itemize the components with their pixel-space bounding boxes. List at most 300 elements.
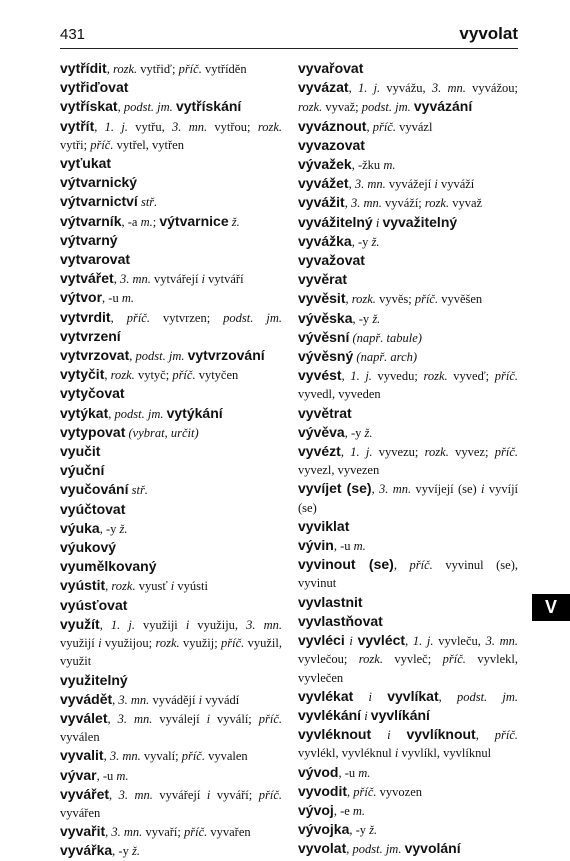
entry-headword: vyúsťovat: [60, 596, 128, 613]
dictionary-entry: [60, 365, 282, 384]
entry-headword: výtvarnický: [60, 174, 138, 191]
entry-text: , -u: [96, 768, 117, 783]
entry-text: vyvinul (se), vyvinut: [298, 558, 518, 591]
entry-text: využiji: [134, 617, 186, 632]
entry-headword: vytýkat: [60, 404, 109, 421]
entry-headword: využitelný: [60, 671, 128, 688]
entry-text: ,: [108, 406, 115, 421]
entry-text: vytváří: [205, 272, 244, 287]
grammar-label: 3. mn.: [431, 81, 466, 96]
derived-form: vytvrzování: [187, 347, 265, 364]
grammar-label: rozk.: [424, 196, 450, 211]
entry-text: vyvěšen: [438, 292, 483, 307]
thumb-index-tab: V: [532, 594, 570, 621]
entry-headword: vyváznout: [298, 117, 367, 134]
grammar-label: 3. mn.: [350, 196, 382, 211]
entry-headword: vývojka: [298, 821, 350, 838]
dictionary-entry: [298, 687, 518, 725]
entry-headword: vyvlékat: [298, 687, 354, 704]
entry-text: vytři;: [60, 137, 91, 152]
entry-headword: výtvarný: [60, 231, 118, 248]
entry-headword: vytvrdit: [60, 308, 111, 325]
dictionary-entry: [298, 631, 518, 687]
grammar-label: příč.: [353, 784, 377, 799]
entry-text: vyvádí: [202, 692, 240, 707]
entry-text: vyvezu;: [372, 445, 425, 460]
entry-headword: vyvařovat: [298, 60, 364, 76]
entry-text: vyvleču,: [433, 634, 486, 649]
grammar-label: (např. arch): [356, 350, 418, 365]
entry-headword: výuka: [60, 519, 100, 536]
entry-text: vyvádějí: [149, 692, 199, 707]
grammar-label: 3. mn.: [246, 617, 283, 632]
entry-headword: vyvážet: [298, 175, 349, 192]
entry-text: využiju,: [189, 617, 247, 632]
entry-text: ,: [438, 689, 457, 704]
entry-text: využijou;: [101, 636, 156, 651]
grammar-label: m.: [353, 539, 366, 554]
entry-text: vytyč;: [134, 368, 173, 383]
entry-headword: vyučování: [60, 481, 129, 498]
dictionary-entry: [298, 725, 518, 762]
grammar-label: příč.: [442, 652, 466, 667]
grammar-label: podst. jm.: [352, 842, 402, 857]
entry-text: ,: [117, 100, 124, 115]
dictionary-entry: [298, 593, 518, 612]
grammar-label: 3. mn.: [118, 787, 153, 802]
grammar-label: rozk.: [298, 100, 323, 115]
dictionary-entry: [60, 423, 282, 442]
dictionary-entry: [298, 404, 518, 423]
entry-headword: vyvlastnit: [298, 593, 363, 610]
entry-headword: vývěsný: [298, 348, 354, 365]
left-column: [60, 59, 282, 861]
entry-headword: výtvor: [60, 289, 103, 306]
grammar-label: příč.: [372, 119, 396, 134]
entry-headword: vyvařit: [60, 823, 106, 840]
entry-text: , -y: [349, 823, 370, 838]
grammar-label: ž.: [369, 823, 378, 838]
grammar-label: ž.: [131, 844, 140, 859]
grammar-label: i: [206, 787, 211, 802]
entry-text: ,: [110, 310, 127, 325]
grammar-label: ž.: [371, 234, 380, 249]
grammar-label: m.: [358, 765, 371, 780]
entry-text: ,: [129, 349, 136, 364]
entry-headword: vývěsní: [298, 328, 350, 345]
entry-text: , -y: [344, 425, 365, 440]
grammar-label: příč.: [409, 558, 433, 573]
dictionary-entry: [298, 536, 518, 555]
grammar-label: i: [394, 746, 399, 761]
entry-text: ,: [348, 177, 355, 192]
entry-headword: vyvářka: [60, 842, 113, 859]
entry-text: ,: [113, 272, 120, 287]
entry-text: vyváří;: [210, 787, 259, 802]
grammar-label: 3. mn.: [117, 711, 153, 726]
dictionary-entry: [298, 479, 518, 516]
entry-headword: vytřídit: [60, 60, 107, 76]
entry-text: vyválí;: [210, 711, 259, 726]
entry-text: vyvázl: [395, 119, 433, 134]
entry-text: vyvez;: [448, 445, 495, 460]
grammar-label: 1. j.: [350, 369, 372, 384]
dictionary-entry: [298, 59, 518, 78]
dictionary-entry: [298, 117, 518, 136]
dictionary-entry: [298, 612, 518, 631]
grammar-label: 3. mn.: [109, 749, 141, 764]
entry-text: vyvaří;: [142, 825, 184, 840]
grammar-label: příč.: [181, 749, 205, 764]
derived-form: vyvázání: [413, 98, 473, 115]
derived-form: vytýkání: [166, 404, 223, 421]
entry-headword: vyvážka: [298, 232, 352, 249]
grammar-label: rozk.: [111, 579, 136, 594]
entry-text: ,: [346, 842, 353, 857]
entry-text: [371, 728, 387, 742]
grammar-label: podst. jm.: [223, 310, 283, 325]
entry-headword: vyvěsit: [298, 290, 346, 307]
entry-text: vyváží: [437, 177, 475, 192]
entry-text: ,: [109, 787, 119, 802]
entry-headword: vyúčtovat: [60, 500, 126, 517]
entry-text: , -a: [121, 214, 141, 229]
entry-headword: vytřiďovat: [60, 79, 129, 96]
grammar-label: 1. j.: [350, 445, 373, 460]
dictionary-entry: [298, 839, 518, 858]
entry-headword: vyumělkovaný: [60, 558, 157, 575]
entry-headword: vytvrzovat: [60, 347, 130, 364]
entry-text: vyvaž;: [322, 100, 362, 115]
entry-headword: výukový: [60, 539, 117, 556]
grammar-label: rozk.: [424, 445, 449, 460]
grammar-label: 3. mn.: [379, 482, 412, 497]
grammar-label: m.: [121, 291, 134, 306]
dictionary-entry: [60, 596, 282, 615]
dictionary-entry: [60, 442, 282, 461]
dictionary-entry: [60, 192, 282, 211]
entry-headword: vývěva: [298, 423, 345, 440]
dictionary-entry: [60, 78, 282, 97]
grammar-label: (např. tabule): [352, 330, 422, 345]
entry-text: vytvářejí: [150, 272, 202, 287]
entry-headword: vývěska: [298, 309, 353, 326]
entry-text: , -y: [99, 521, 120, 536]
dictionary-entry: [60, 671, 282, 690]
derived-form: vyvolání: [404, 840, 461, 857]
grammar-label: ž.: [364, 425, 373, 440]
grammar-label: příč.: [258, 711, 283, 726]
entry-text: vyusť: [135, 579, 171, 594]
dictionary-entry: [60, 766, 282, 785]
entry-headword: vyválet: [60, 709, 108, 726]
dictionary-entry: [60, 709, 282, 746]
dictionary-entry: [60, 690, 282, 709]
entry-text: vyvářen: [60, 805, 101, 820]
entry-headword: využít: [60, 615, 100, 632]
entry-text: vyústi: [174, 579, 208, 594]
entry-text: ,: [371, 482, 380, 497]
entry-text: vyvalen: [204, 749, 248, 764]
dictionary-entry: [60, 557, 282, 576]
entry-text: vyvíjejí (se): [411, 482, 482, 497]
entry-headword: vyvézt: [298, 443, 341, 460]
grammar-label: 3. mn.: [485, 634, 519, 649]
entry-headword: vytyčovat: [60, 385, 125, 402]
entry-text: vyvlečou;: [298, 652, 359, 667]
dictionary-entry: [298, 78, 518, 116]
entry-text: vyvezl, vyvezen: [298, 463, 380, 478]
dictionary-entry: [298, 820, 518, 839]
dictionary-entry: [60, 212, 282, 231]
grammar-label: podst. jm.: [123, 100, 173, 115]
entry-text: ,: [347, 784, 354, 799]
entry-text: ,: [94, 119, 105, 134]
entry-headword: vyvlastňovat: [298, 612, 383, 629]
entry-text: vyvleč;: [382, 652, 443, 667]
entry-headword: vytvářet: [60, 270, 114, 287]
grammar-label: podst. jm.: [456, 689, 519, 704]
dictionary-entry: [298, 517, 518, 536]
grammar-label: příč.: [414, 292, 439, 307]
entry-text: vyvářejí: [152, 787, 207, 802]
entry-headword: vyvádět: [60, 690, 113, 707]
right-column: [298, 59, 518, 859]
grammar-label: podst. jm.: [135, 349, 185, 364]
grammar-label: i: [375, 215, 380, 230]
entry-headword: vyvázat: [298, 79, 349, 96]
grammar-label: 3. mn.: [119, 272, 151, 287]
grammar-label: m.: [383, 158, 396, 173]
grammar-label: ž.: [231, 214, 240, 229]
entry-text: vytyčen: [195, 368, 239, 383]
entry-headword: vyvléknout: [298, 726, 372, 743]
entry-text: ,: [475, 728, 495, 743]
dictionary-entry: [298, 174, 518, 193]
page-header: [60, 24, 518, 46]
entry-headword: vývoj: [298, 801, 334, 818]
grammar-label: i: [434, 177, 438, 192]
entry-headword: vyvinout (se): [298, 556, 394, 573]
grammar-label: rozk.: [155, 636, 180, 651]
entry-text: vyvážou;: [465, 81, 518, 96]
entry-text: vyváží;: [381, 196, 425, 211]
entry-text: vyvěs;: [375, 292, 415, 307]
entry-text: vyvařen: [207, 825, 251, 840]
grammar-label: i: [185, 617, 190, 632]
entry-text: vytřu,: [127, 119, 173, 134]
entry-text: využij;: [179, 636, 222, 651]
grammar-label: 3. mn.: [354, 177, 386, 192]
entry-text: [372, 690, 387, 704]
dictionary-entry: [298, 347, 518, 366]
dictionary-entry: [60, 615, 282, 671]
entry-text: ,: [341, 369, 351, 384]
entry-text: vyvedu;: [371, 369, 424, 384]
grammar-label: příč.: [494, 369, 519, 384]
entry-text: využijí: [60, 636, 99, 651]
entry-headword: vývažek: [298, 156, 352, 173]
grammar-label: i: [170, 579, 175, 594]
derived-form: vyvléct: [357, 632, 406, 649]
dictionary-entry: [60, 308, 282, 346]
entry-text: vyvlékl, vyvléknul: [298, 746, 395, 761]
entry-headword: vývar: [60, 766, 97, 783]
entry-text: ,: [405, 634, 413, 649]
entry-text: vyvážejí: [385, 177, 435, 192]
grammar-label: příč.: [494, 728, 519, 743]
dictionary-entry: [60, 250, 282, 269]
grammar-label: m.: [352, 803, 366, 818]
entry-text: vyvážu,: [380, 81, 432, 96]
entry-text: ,: [107, 711, 118, 726]
dictionary-entry: [60, 519, 282, 538]
entry-text: ,: [348, 81, 358, 96]
grammar-label: 3. mn.: [111, 825, 143, 840]
entry-text: , -u: [338, 765, 359, 780]
grammar-label: i: [368, 689, 372, 704]
grammar-label: 1. j.: [110, 617, 135, 632]
dictionary-entry: [60, 538, 282, 557]
grammar-label: příč.: [494, 445, 518, 460]
grammar-label: příč.: [172, 368, 196, 383]
derived-form: vyvlékání: [298, 706, 362, 723]
dictionary-entry: [60, 173, 282, 192]
derived-form: vyvažitelný: [382, 213, 458, 230]
entry-text: ,: [344, 196, 351, 211]
derived-form: výtvarnice: [159, 212, 229, 229]
entry-headword: vývin: [298, 537, 334, 554]
derived-form: vyvlíkání: [370, 706, 430, 723]
dictionary-entry: [60, 288, 282, 307]
dictionary-entry: [60, 461, 282, 480]
grammar-label: příč.: [178, 62, 202, 76]
entry-headword: vytřít: [60, 117, 95, 134]
entry-headword: vyvažovat: [298, 252, 365, 269]
dictionary-entry: [298, 213, 518, 232]
grammar-label: m.: [140, 214, 153, 229]
entry-text: vyvíjí (se): [298, 482, 519, 515]
grammar-label: i: [206, 711, 211, 726]
entry-headword: vyvolat: [298, 840, 347, 857]
entry-text: ,: [106, 62, 113, 76]
dictionary-entry: [60, 500, 282, 519]
grammar-label: rozk.: [112, 62, 138, 76]
grammar-label: rozk.: [351, 292, 376, 307]
entry-headword: vyučit: [60, 443, 101, 460]
derived-form: vytřískání: [175, 98, 242, 115]
grammar-label: 3. mn.: [172, 119, 208, 134]
grammar-label: příč.: [183, 825, 208, 840]
entry-text: vyveď;: [447, 369, 495, 384]
dictionary-entry: [60, 346, 282, 365]
entry-text: vyvlekl, vyvlečen: [298, 652, 518, 685]
dictionary-entry: [60, 384, 282, 403]
dictionary-entry: [60, 117, 282, 154]
dictionary-entry: [298, 270, 518, 289]
dictionary-entry: [60, 576, 282, 595]
entry-headword: vyvazovat: [298, 136, 365, 153]
dictionary-entry: [298, 328, 518, 347]
entry-text: vyvaž: [449, 196, 483, 211]
dictionary-entry: [298, 289, 518, 308]
entry-text: , -u: [102, 291, 122, 306]
entry-headword: vytvarovat: [60, 251, 131, 268]
entry-text: vytřou;: [207, 119, 258, 134]
entry-text: vyválejí: [152, 711, 207, 726]
entry-text: vytvrzen;: [149, 310, 224, 325]
grammar-label: i: [481, 482, 485, 497]
grammar-label: i: [198, 692, 203, 707]
dictionary-entry: [298, 442, 518, 479]
dictionary-entry: [60, 231, 282, 250]
entry-text: ,: [393, 558, 410, 573]
entry-headword: vyvíjet (se): [298, 480, 372, 497]
entry-headword: vývod: [298, 763, 339, 780]
dictionary-entry: [60, 404, 282, 423]
dictionary-entry: [298, 251, 518, 270]
grammar-label: příč.: [221, 636, 245, 651]
dictionary-entry: [298, 155, 518, 174]
entry-headword: vytyčit: [60, 366, 105, 383]
grammar-label: podst. jm.: [361, 100, 411, 115]
entry-text: vyvlíkl, vyvlíknul: [398, 746, 492, 761]
entry-text: ,: [340, 445, 351, 460]
entry-headword: vyvářet: [60, 785, 110, 802]
grammar-label: i: [98, 636, 102, 651]
grammar-label: i: [364, 708, 368, 723]
entry-text: ,: [112, 692, 119, 707]
entry-headword: vyviklat: [298, 517, 350, 534]
running-head: vyvolat: [459, 24, 518, 43]
grammar-label: stř.: [140, 195, 158, 210]
entry-text: vyvozen: [376, 784, 423, 799]
entry-text: , -y: [351, 234, 372, 249]
entry-text: , -y: [112, 844, 132, 859]
entry-text: ,: [366, 119, 373, 134]
entry-text: ,: [103, 749, 110, 764]
entry-text: vyvalí;: [140, 749, 182, 764]
dictionary-entry: [60, 841, 282, 860]
entry-text: , -žku: [351, 158, 384, 173]
grammar-label: rozk.: [423, 369, 448, 384]
entry-text: [353, 690, 368, 704]
dictionary-entry: [298, 763, 518, 782]
dictionary-entry: [60, 785, 282, 822]
entry-headword: výtvarník: [60, 212, 122, 229]
grammar-label: m.: [116, 768, 129, 783]
entry-text: ,: [105, 579, 112, 594]
entry-text: využil, využit: [60, 636, 283, 669]
grammar-label: rozk.: [257, 119, 283, 134]
dictionary-entry: [298, 423, 518, 442]
entry-text: ,: [345, 292, 352, 307]
dictionary-entry: [60, 59, 282, 78]
dictionary-entry: [298, 309, 518, 328]
grammar-label: rozk.: [358, 652, 383, 667]
entry-text: ;: [152, 214, 160, 229]
entry-headword: vyvážit: [298, 194, 345, 211]
grammar-label: příč.: [258, 787, 282, 802]
entry-headword: vytřískat: [60, 98, 118, 115]
entry-text: vytříděn: [201, 62, 247, 76]
dictionary-entry: [298, 555, 518, 592]
entry-headword: vyústit: [60, 577, 106, 594]
page-number: 431: [60, 26, 86, 43]
grammar-label: (vybrat, určit): [128, 425, 199, 440]
entry-headword: vyvodit: [298, 782, 348, 799]
derived-form: vyvlíkat: [387, 687, 439, 704]
